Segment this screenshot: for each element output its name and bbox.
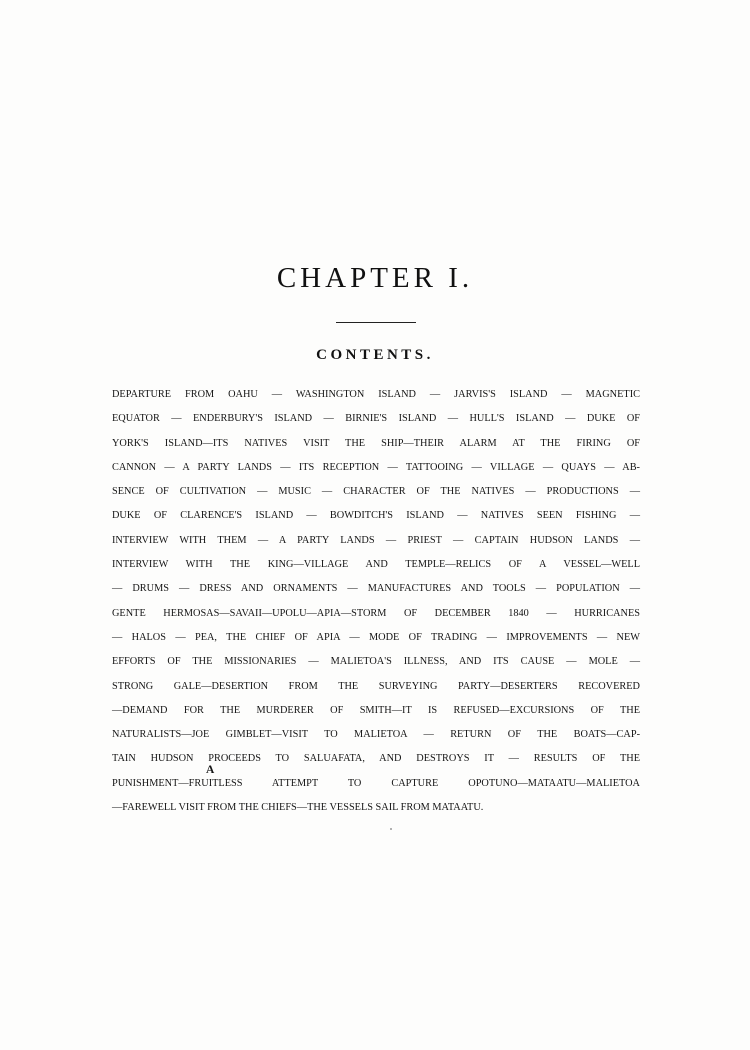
contents-heading: CONTENTS. <box>316 347 434 363</box>
summary-line: —FAREWELL VISIT FROM THE CHIEFS—THE VESSELS SAIL FROM MATAATU. <box>112 802 484 814</box>
summary-line: —DEMAND FOR THE MURDERER OF SMITH—IT IS REFUSED—EXCURSIONS OF THE <box>112 704 640 716</box>
summary-line: EFFORTS OF THE MISSIONARIES — MALIETOA'S ILLNESS, AND ITS CAUSE — MOLE — <box>112 656 640 668</box>
summary-line: SENCE OF CULTIVATION — MUSIC — CHARACTER OF THE NATIVES — PRODUCTIONS — <box>112 486 640 498</box>
summary-line: DEPARTURE FROM OAHU — WASHINGTON ISLAND — JARVIS'S ISLAND — MAGNETIC <box>112 389 640 400</box>
chapter-title: CHAPTER I. <box>276 262 474 294</box>
summary-line: NATURALISTS—JOE GIMBLET—VISIT TO MALIETOA — RETURN OF THE BOATS—CAP- <box>112 729 640 741</box>
summary-line: — DRUMS — DRESS AND ORNAMENTS — MANUFACTURES AND TOOLS — POPULATION — <box>112 583 640 595</box>
signature-mark: A <box>206 764 215 776</box>
summary-line: STRONG GALE—DESERTION FROM THE SURVEYING PARTY—DESERTERS RECOVERED <box>112 680 640 692</box>
summary-line: INTERVIEW WITH THE KING—VILLAGE AND TEMPLE—RELICS OF A VESSEL—WELL <box>112 559 640 571</box>
contents-summary <box>112 383 640 820</box>
title-rule <box>336 322 416 323</box>
summary-line: GENTE HERMOSAS—SAVAII—UPOLU—APIA—STORM OF DECEMBER 1840 — HURRICANES <box>112 607 640 619</box>
summary-line: EQUATOR — ENDERBURY'S ISLAND — BIRNIE'S ISLAND — HULL'S ISLAND — DUKE OF <box>112 413 640 425</box>
paper-speck <box>390 828 392 830</box>
summary-line: DUKE OF CLARENCE'S ISLAND — BOWDITCH'S ISLAND — NATIVES SEEN FISHING — <box>112 510 640 522</box>
summary-line: TAIN HUDSON PROCEEDS TO SALUAFATA, AND DESTROYS IT — RESULTS OF THE <box>112 753 640 765</box>
summary-line: INTERVIEW WITH THEM — A PARTY LANDS — PRIEST — CAPTAIN HUDSON LANDS — <box>112 534 640 546</box>
summary-line: YORK'S ISLAND—ITS NATIVES VISIT THE SHIP—THEIR ALARM AT THE FIRING OF <box>112 437 640 449</box>
summary-line: PUNISHMENT—FRUITLESS ATTEMPT TO CAPTURE OPOTUNO—MATAATU—MALIETOA <box>112 777 640 789</box>
summary-line: CANNON — A PARTY LANDS — ITS RECEPTION — TATTOOING — VILLAGE — QUAYS — AB- <box>112 461 640 473</box>
summary-line: — HALOS — PEA, THE CHIEF OF APIA — MODE OF TRADING — IMPROVEMENTS — NEW <box>112 631 640 643</box>
